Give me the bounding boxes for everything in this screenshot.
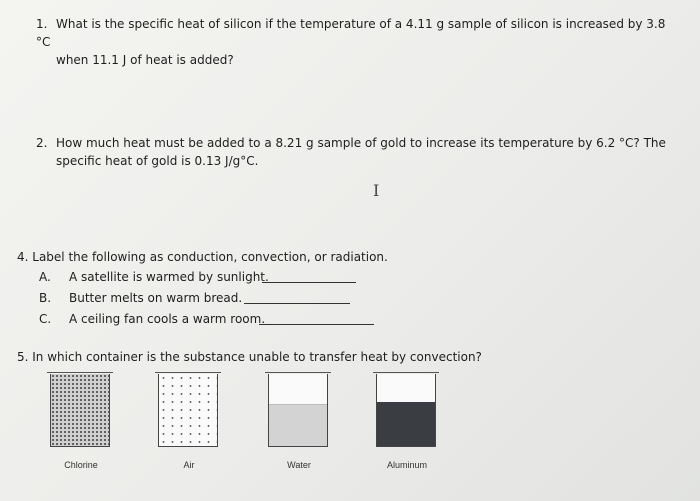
water-fill — [269, 404, 327, 446]
beaker — [376, 374, 436, 447]
item-text: A ceiling fan cools a warm room. — [69, 312, 266, 326]
list-item — [17, 268, 477, 289]
container-label: Chlorine — [64, 460, 98, 470]
beaker-rim — [47, 372, 113, 373]
question-5 — [17, 348, 517, 366]
list-item — [17, 310, 477, 331]
question-text: What is the specific heat of silicon if the temperature of a 4.11 g sample of silicon is increased by 3.8 °C — [36, 17, 666, 49]
beaker — [158, 374, 218, 447]
question-1 — [36, 15, 676, 69]
item-text: Butter melts on warm bread. — [69, 291, 243, 305]
question-prompt: 5. In which container is the substance unable to transfer heat by convection? — [17, 350, 482, 364]
item-letter: B. — [39, 291, 52, 305]
question-text: How much heat must be added to a 8.21 g sample of gold to increase its temperature by 6.2 °C? The — [56, 136, 666, 150]
container-chlorine — [50, 374, 120, 470]
beaker — [268, 374, 328, 447]
text-cursor-icon: I — [373, 181, 380, 200]
beaker — [50, 374, 110, 447]
question-number: 1. — [36, 17, 48, 31]
container-label: Aluminum — [386, 460, 427, 470]
air-fill — [159, 374, 217, 446]
aluminum-fill — [377, 402, 435, 446]
beaker-rim — [155, 372, 221, 373]
answer-blank[interactable] — [262, 282, 356, 283]
question-4 — [17, 248, 477, 331]
item-letter: A. — [39, 270, 51, 284]
list-item — [17, 289, 477, 310]
container-label: Air — [183, 460, 195, 470]
beaker-rim — [373, 372, 439, 373]
item-text: A satellite is warmed by sunlight. — [69, 270, 269, 284]
chlorine-fill — [51, 374, 109, 446]
question-prompt: 4. Label the following as conduction, convection, or radiation. — [17, 250, 388, 264]
question-text-continued: when 11.1 J of heat is added? — [56, 53, 234, 67]
question-2 — [36, 134, 676, 170]
question-text-continued: specific heat of gold is 0.13 J/g°C. — [56, 154, 259, 168]
answer-blank[interactable] — [244, 303, 350, 304]
container-label: Water — [287, 460, 311, 470]
item-letter: C. — [39, 312, 52, 326]
container-air — [158, 374, 228, 470]
answer-blank[interactable] — [259, 324, 374, 325]
beaker-rim — [265, 372, 331, 373]
question-number: 2. — [36, 136, 48, 150]
container-water — [268, 374, 338, 470]
container-aluminum — [376, 374, 446, 470]
